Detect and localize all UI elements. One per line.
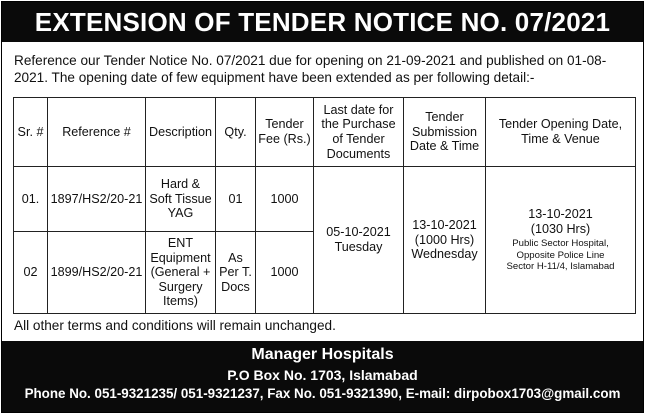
table-header-row	[14, 98, 636, 167]
last-date-day: Tuesday	[334, 240, 383, 254]
header-description: Description	[146, 98, 216, 167]
footnote: All other terms and conditions will remain unchanged.	[14, 318, 336, 333]
cell-last-date	[314, 167, 404, 314]
venue-line-3: Sector H-11/4, Islamabad	[506, 261, 615, 273]
table-row	[14, 167, 636, 232]
submission-date: 13-10-2021	[412, 218, 477, 233]
footer-contact: Phone No. 051-9321235/ 051-9321237, Fax No. 051-9321390, E-mail: dirpobox1703@gmail.com	[24, 386, 621, 401]
cell-reference: 1897/HS2/20-21	[48, 167, 146, 232]
cell-sr: 02	[14, 232, 48, 314]
venue-line-1: Public Sector Hospital,	[512, 238, 609, 250]
cell-description: Hard & Soft Tissue YAG	[146, 167, 216, 232]
cell-reference: 1899/HS2/20-21	[48, 232, 146, 314]
tender-table	[13, 97, 636, 314]
header-qty: Qty.	[216, 98, 256, 167]
last-date-value: 05-10-2021	[326, 225, 391, 240]
footer	[2, 341, 643, 412]
cell-qty: As Per T. Docs	[216, 232, 256, 314]
cell-sr: 01.	[14, 167, 48, 232]
footer-name: Manager Hospitals	[251, 346, 394, 363]
cell-description: ENT Equipment (General + Surgery Items)	[146, 232, 216, 314]
cell-fee: 1000	[256, 232, 314, 314]
opening-date: 13-10-2021	[528, 207, 593, 222]
header-fee: Tender Fee (Rs.)	[256, 98, 314, 167]
cell-opening	[486, 167, 636, 314]
header-sr: Sr. #	[14, 98, 48, 167]
cell-qty: 01	[216, 167, 256, 232]
header-submission: Tender Submission Date & Time	[404, 98, 486, 167]
cell-submission	[404, 167, 486, 314]
cell-fee: 1000	[256, 167, 314, 232]
submission-time: (1000 Hrs)	[414, 232, 475, 247]
header-last-date: Last date for the Purchase of Tender Documents	[314, 98, 404, 167]
header-opening: Tender Opening Date, Time & Venue	[486, 98, 636, 167]
intro-paragraph: Reference our Tender Notice No. 07/2021 due for opening on 21-09-2021 and published on 01-08-2021. The opening date of few equipment have been extended as per following detail:-	[14, 53, 607, 85]
submission-day: Wednesday	[411, 247, 478, 262]
venue-line-2: Opposite Police Line	[516, 249, 605, 261]
header-reference: Reference #	[48, 98, 146, 167]
opening-time: (1030 Hrs)	[530, 221, 591, 236]
notice-title: EXTENSION OF TENDER NOTICE NO. 07/2021	[2, 2, 643, 42]
tender-notice	[1, 1, 644, 413]
footer-address: P.O Box No. 1703, Islamabad	[227, 367, 418, 383]
